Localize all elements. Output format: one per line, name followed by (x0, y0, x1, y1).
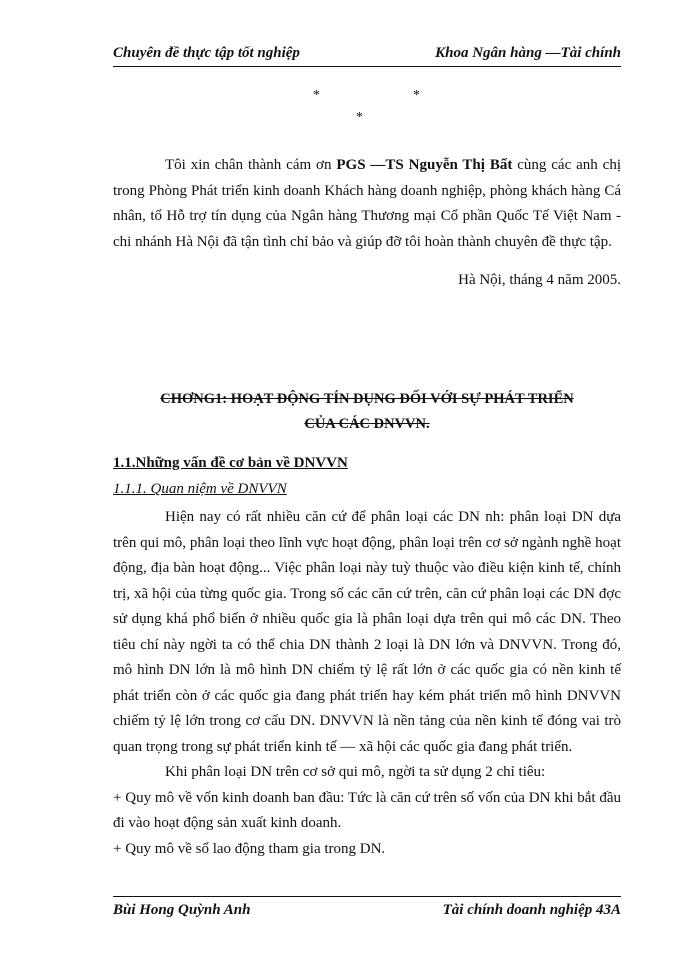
footer-right: Tài chính doanh nghiệp 43A (442, 902, 621, 918)
star-ornament: * (313, 88, 320, 103)
footer-left: Bùi Hong Quỳnh Anh (113, 902, 251, 918)
chapter-heading-line2: CỦA CÁC DNVVN. (304, 416, 430, 432)
ack-lead: Tôi xin chân thành cám ơn (165, 157, 337, 173)
header-rule (113, 66, 621, 67)
star-ornament: * (413, 88, 420, 103)
chapter-heading-line1: CHƠNG1: HOẠT ĐỘNG TÍN DỤNG ĐỐI VỚI SỰ PHÁT TRIỂN (160, 391, 574, 407)
header-left: Chuyên đề thực tập tốt nghiệp (113, 45, 300, 61)
section-heading: 1.1.Những vấn đề cơ bản về DNVVN (113, 455, 348, 471)
body-paragraph-4: + Quy mô về số lao động tham gia trong DN. (113, 840, 386, 857)
subsection-heading: 1.1.1. Quan niệm về DNVVN (113, 481, 287, 497)
ack-rest: cùng các anh chị trong Phòng Phát triển kinh doanh Khách hàng doanh nghiệp, phòng khách hàng Cá nhân, tổ Hỗ trợ tín dụng của Ngân hàng Thương mại Cổ phần Quốc Tế Việt Nam - chi nhánh Hà Nội đã tận tình chỉ bảo và giúp đỡ tôi hoàn thành chuyên đề thực tập. (113, 157, 621, 250)
chapter-heading (113, 387, 621, 437)
acknowledgement-paragraph (113, 153, 621, 255)
body-paragraph-2: Khi phân loại DN trên cơ sở qui mô, ngời ta sử dụng 2 chỉ tiêu: (165, 764, 546, 780)
body-text (113, 505, 621, 862)
star-ornament: * (356, 110, 363, 125)
signoff-date: Hà Nội, tháng 4 năm 2005. (458, 272, 621, 288)
header-right: Khoa Ngân hàng —Tài chính (435, 45, 621, 61)
body-paragraph-3: + Quy mô về vốn kinh doanh ban đầu: Tức là căn cứ trên số vốn của DN khi bắt đầu đi vào hoạt động sản xuất kinh doanh. (113, 789, 621, 831)
ack-name: PGS —TS Nguyễn Thị Bất (336, 157, 513, 173)
body-paragraph-1: Hiện nay có rất nhiều căn cứ để phân loại các DN nh: phân loại DN dựa trên qui mô, phân loại theo lĩnh vực hoạt động, phân loại trên cơ sở ngành nghề hoạt động, địa bàn hoạt động... Việc phân loại này tuỳ thuộc vào điều kiện kinh tế, chính trị, xã hội của từng quốc gia. Trong số các căn cứ trên, căn cứ phân loại các DN đợc sử dụng khá phổ biến ở nhiều quốc gia là phân loại dựa trên qui mô các DN. Theo tiêu chí này ngời ta có thể chia DN thành 2 loại là DN lớn và DNVVN. Trong đó, mô hình DN lớn là mô hình DN chiếm tỷ lệ rất lớn ở các quốc gia có nền kinh tế phát triển còn ở các quốc gia đang phát triển hay kém phát triển mô hình DNVVN chiếm tỷ lệ lớn trong cơ cấu DN. DNVVN là nền tảng của nền kinh tế đóng vai trò quan trọng trong sự phát triển kinh tế — xã hội các quốc gia đang phát triển. (113, 509, 621, 755)
footer-rule (113, 896, 621, 897)
